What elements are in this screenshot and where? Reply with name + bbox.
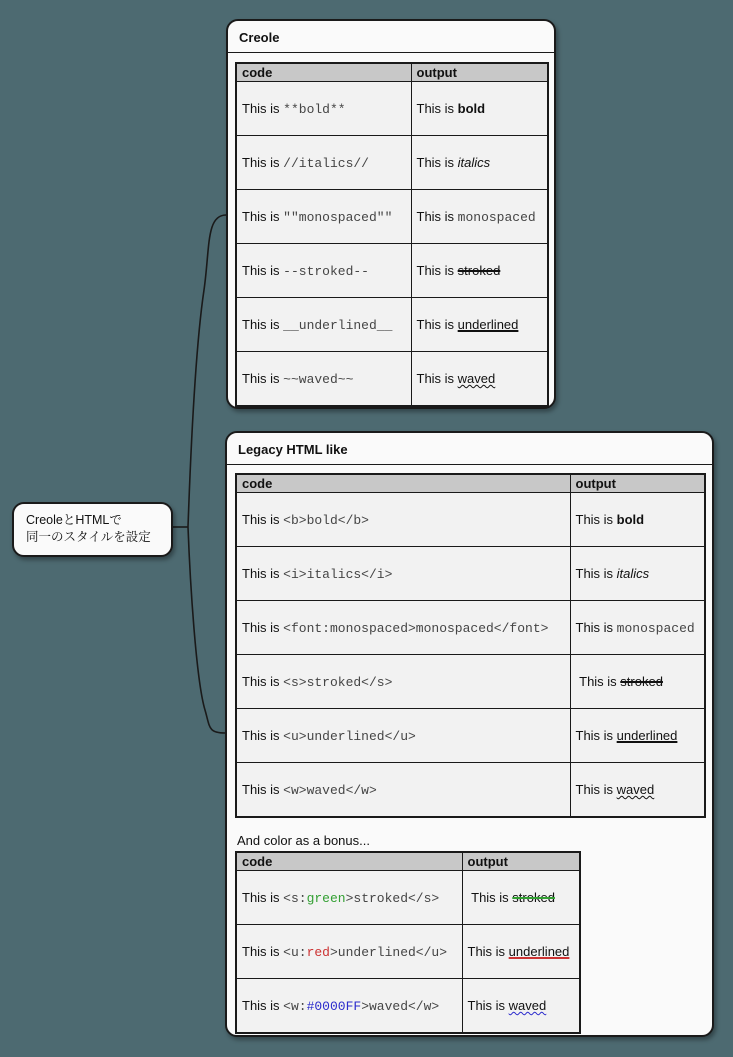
code-mono: <w: — [283, 998, 307, 1014]
legacy-html-box — [225, 431, 714, 1037]
table-row — [236, 298, 548, 352]
output-styled-word: waved — [457, 371, 496, 386]
code-mono: >waved</w> — [361, 998, 440, 1014]
code-text: This is — [242, 565, 284, 581]
code-text: This is — [242, 100, 284, 116]
code-mono: __underlined__ — [283, 317, 393, 333]
output-cell — [570, 709, 705, 763]
code-cell — [236, 979, 462, 1034]
table-header-row — [236, 474, 705, 493]
output-text: This is — [575, 728, 617, 743]
code-text: This is — [242, 208, 284, 224]
output-styled-word: italics — [616, 566, 650, 581]
table-header-row — [236, 63, 548, 82]
output-text: This is — [416, 263, 458, 278]
code-cell — [236, 244, 411, 298]
table-header-row — [236, 852, 580, 871]
code-mono: >stroked</s> — [345, 890, 440, 906]
table-row — [236, 244, 548, 298]
table-row — [236, 82, 548, 136]
legacy-table — [235, 473, 706, 818]
table-row — [236, 601, 705, 655]
code-cell — [236, 601, 570, 655]
code-text: This is — [242, 781, 284, 797]
output-text: This is — [416, 371, 458, 386]
code-mono: <i>italics</i> — [283, 566, 393, 582]
table-row — [236, 871, 580, 925]
output-cell — [411, 190, 548, 244]
code-text: This is — [242, 727, 284, 743]
code-mono: <w>waved</w> — [283, 782, 377, 798]
code-cell — [236, 82, 411, 136]
table-row — [236, 925, 580, 979]
output-text: This is — [575, 512, 617, 527]
code-cell — [236, 190, 411, 244]
output-cell — [570, 493, 705, 547]
code-text: This is — [242, 673, 284, 689]
column-header-code: code — [236, 852, 462, 871]
root-node-text-line2: 同一のスタイルを設定 — [26, 530, 151, 544]
code-cell — [236, 136, 411, 190]
output-styled-word: stroked — [457, 263, 501, 278]
output-cell — [411, 298, 548, 352]
code-mono: ~~waved~~ — [283, 371, 354, 387]
table-row — [236, 493, 705, 547]
code-mono: <u: — [283, 944, 307, 960]
connector-branch-creole — [188, 215, 226, 527]
creole-table — [235, 62, 549, 407]
output-text: This is — [575, 619, 617, 635]
code-color-token: #0000FF — [306, 998, 362, 1014]
output-text: This is — [416, 317, 458, 332]
code-text: This is — [242, 619, 284, 635]
output-styled-word: monospaced — [616, 620, 695, 636]
bonus-caption: And color as a bonus... — [237, 833, 370, 848]
output-styled-word: italics — [457, 155, 491, 170]
code-cell — [236, 352, 411, 407]
table-row — [236, 655, 705, 709]
output-styled-word: stroked — [620, 674, 663, 689]
code-mono: <font:monospaced>monospaced</font> — [283, 620, 549, 636]
output-cell — [462, 925, 580, 979]
code-mono: //italics// — [283, 155, 369, 171]
output-text: This is — [416, 208, 458, 224]
code-text: This is — [242, 889, 284, 905]
creole-box-title: Creole — [228, 21, 554, 53]
output-cell — [570, 547, 705, 601]
output-cell — [411, 136, 548, 190]
output-text: This is — [416, 101, 458, 116]
code-color-token: green — [306, 890, 346, 906]
code-mono: <u>underlined</u> — [283, 728, 416, 744]
code-text: This is — [242, 262, 284, 278]
output-styled-word: monospaced — [457, 209, 536, 225]
code-cell — [236, 547, 570, 601]
output-cell — [570, 763, 705, 818]
code-cell — [236, 655, 570, 709]
code-text: This is — [242, 511, 284, 527]
output-text: This is — [467, 944, 509, 959]
code-color-token: red — [306, 944, 330, 960]
output-styled-word: waved — [508, 998, 547, 1013]
output-styled-word: underlined — [616, 728, 678, 743]
bonus-color-table — [235, 851, 581, 1034]
code-cell — [236, 493, 570, 547]
code-cell — [236, 925, 462, 979]
creole-box — [226, 19, 556, 409]
output-cell — [411, 352, 548, 407]
legacy-box-title: Legacy HTML like — [227, 433, 712, 465]
output-cell — [411, 82, 548, 136]
table-row — [236, 547, 705, 601]
code-mono: <b>bold</b> — [283, 512, 369, 528]
code-cell — [236, 763, 570, 818]
column-header-output: output — [411, 63, 548, 82]
output-cell — [462, 871, 580, 925]
root-node-text-line1: CreoleとHTMLで — [26, 513, 122, 527]
code-mono: <s: — [283, 890, 307, 906]
table-row — [236, 136, 548, 190]
code-text: This is — [242, 997, 284, 1013]
output-text: This is — [575, 782, 617, 797]
output-text: This is — [467, 998, 509, 1013]
code-cell — [236, 298, 411, 352]
column-header-output: output — [462, 852, 580, 871]
table-row — [236, 709, 705, 763]
code-text: This is — [242, 943, 284, 959]
code-cell — [236, 709, 570, 763]
output-styled-word: underlined — [457, 317, 519, 332]
code-mono: --stroked-- — [283, 263, 369, 279]
code-mono: **bold** — [283, 101, 346, 117]
code-mono: <s>stroked</s> — [283, 674, 393, 690]
table-row — [236, 190, 548, 244]
output-text: This is — [416, 155, 458, 170]
code-mono: ""monospaced"" — [283, 209, 393, 225]
output-styled-word: underlined — [508, 944, 570, 959]
output-cell — [570, 655, 705, 709]
output-text: This is — [575, 566, 617, 581]
column-header-code: code — [236, 63, 411, 82]
column-header-code: code — [236, 474, 570, 493]
output-styled-word: stroked — [512, 890, 555, 905]
connector-branch-legacy — [188, 527, 225, 733]
code-mono: >underlined</u> — [329, 944, 448, 960]
output-styled-word: waved — [616, 782, 655, 797]
table-row — [236, 763, 705, 818]
code-text: This is — [242, 370, 284, 386]
output-text: This is — [467, 890, 513, 905]
output-cell — [570, 601, 705, 655]
code-cell — [236, 871, 462, 925]
column-header-output: output — [570, 474, 705, 493]
output-styled-word: bold — [457, 101, 486, 116]
output-cell — [411, 244, 548, 298]
code-text: This is — [242, 316, 284, 332]
output-cell — [462, 979, 580, 1034]
table-row — [236, 979, 580, 1034]
output-text: This is — [575, 674, 621, 689]
output-styled-word: bold — [616, 512, 645, 527]
mindmap-root-node — [12, 502, 173, 557]
code-text: This is — [242, 154, 284, 170]
table-row — [236, 352, 548, 407]
